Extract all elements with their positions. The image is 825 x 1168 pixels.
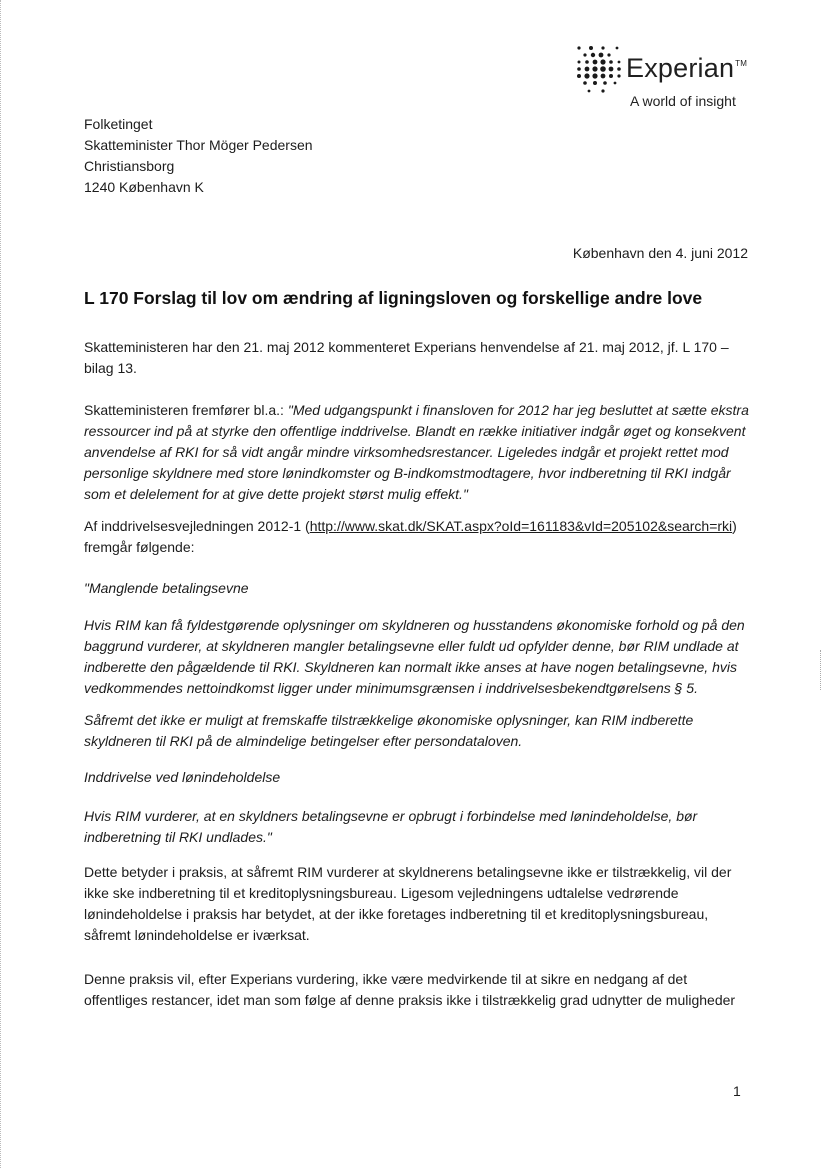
quote-paragraph-2: Såfremt det ikke er muligt at fremskaffe tilstrækkelige økonomiske oplysninger, kan RIM indberette skyldneren til RKI på de almindelige betingelser efter persondataloven. [84, 712, 694, 749]
address-line: Skatteminister Thor Möger Pedersen [84, 137, 313, 153]
address-line: Christiansborg [84, 158, 175, 174]
logo-wordmark: Experian™ [626, 53, 748, 83]
scan-edge-right [820, 650, 822, 690]
ref-text-before: Af inddrivelsesvejledningen 2012-1 ( [84, 518, 310, 534]
letter-title: L 170 Forslag til lov om ændring af ligningsloven og forskellige andre love [84, 288, 703, 308]
paragraph-intro: Skatteministeren har den 21. maj 2012 kommenteret Experians henvendelse af 21. maj 2012, jf. L 170 – bilag 13. [84, 339, 729, 376]
quote-paragraph-3: Hvis RIM vurderer, at en skyldners betalingsevne er opbrugt i forbindelse med lønindeholdelse, bør indberetning til RKI undlades." [84, 808, 698, 845]
page-number: 1 [733, 1083, 741, 1099]
quote-heading-loenindeholdelse: Inddrivelse ved lønindeholdelse [84, 769, 281, 785]
quote-intro: Skatteministeren fremfører bl.a.: [84, 402, 288, 418]
minister-quote: "Med udgangspunkt i finansloven for 2012 har jeg besluttet at sætte ekstra ressourcer ind på at styrke den offentlige inddrivelse. Blandt en række initiativer indgår øget og konsekvent anvendelse af RKI for så vidt angår mindre virksomhedsrestancer. Ligeledes indgår et projekt rettet mod personlige skyldnere med store lønindkomster og B-indkomstmodtagere, hvor indberetning til RKI indgår som et delelement for at give dette projekt størst mulig effekt." [84, 402, 749, 502]
paragraph-minister-quote [84, 400, 749, 505]
paragraph-practice: Dette betyder i praksis, at såfremt RIM vurderer at skyldnerens betalingsevne ikke er tilstrækkelig, vil der ikke ske indberetning til et kreditoplysningsbureau. Ligesom vejledningens udtalelse vedrørende lønindeholdelse i praksis har betydet, at der ikke foretages indberetning til et kreditoplysningsbureau, såfremt lønindeholdelse er iværksat. [84, 864, 732, 943]
scan-edge [0, 0, 4, 1168]
paragraph-assessment: Denne praksis vil, efter Experians vurdering, ikke være medvirkende til at sikre en nedgang af det offentliges restancer, idet man som følge af denne praksis ikke i tilstrækkelig grad udnytter de muligheder [84, 971, 736, 1008]
address-line: Folketinget [84, 116, 153, 132]
experian-logo [575, 43, 775, 113]
address-line: 1240 København K [84, 179, 204, 195]
logo-tagline: A world of insight [630, 93, 736, 109]
quote-heading-betalingsevne: "Manglende betalingsevne [84, 580, 249, 596]
ref-text-after: ) fremgår følgende: [84, 518, 737, 555]
paragraph-guideline-ref [84, 516, 749, 558]
skat-link[interactable]: http://www.skat.dk/SKAT.aspx?oId=161183&vId=205102&search=rki [309, 518, 733, 534]
trademark-symbol: TM [735, 59, 748, 68]
letter-date: København den 4. juni 2012 [572, 245, 748, 261]
experian-dots-icon [575, 43, 625, 98]
quote-paragraph-1: Hvis RIM kan få fyldestgørende oplysninger om skyldneren og husstandens økonomiske forhold og på den baggrund vurderer, at skyldneren mangler betalingsevne eller fuldt ud opfylder denne, bør RIM undlade at indberette den pågældende til RKI. Skyldneren kan normalt ikke anses at have nogen betalingsevne, hvis vedkommendes nettoindkomst ligger under minimumsgrænsen i inddrivelsesbekendtgørelsens § 5. [84, 617, 745, 696]
recipient-address [84, 114, 749, 198]
